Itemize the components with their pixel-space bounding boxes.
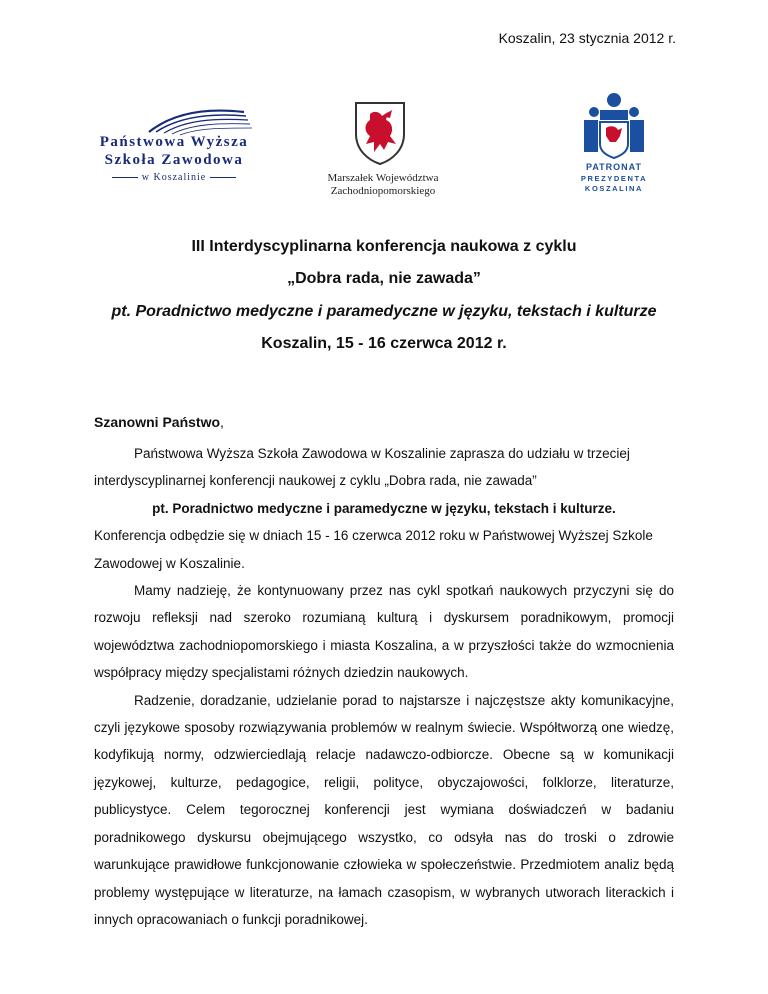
conference-title-line1: III Interdyscyplinarna konferencja naukowa z cyklu — [191, 238, 577, 255]
conference-series-name: „Dobra rada, nie zawada” — [287, 270, 481, 287]
paragraph-invitation-title: pt. Poradnictwo medyczne i paramedyczne w języku, tekstach i kulturze. — [152, 500, 616, 516]
marszalek-logo-line2: Zachodniopomorskiego — [330, 185, 436, 197]
conference-date-location: Koszalin, 15 - 16 czerwca 2012 r. — [261, 335, 507, 352]
paragraph-invitation: Państwowa Wyższa Szkoła Zawodowa w Koszalinie zaprasza do udziału w trzeciej interdyscyplinarnej konferencji naukowej z cyklu „Dobra rada, nie zawada” — [94, 446, 630, 489]
pwsz-logo-line1: Państwowa Wyższa — [99, 134, 249, 150]
pwsz-logo-line3 — [94, 172, 254, 183]
pwsz-logo-line3-text: w Koszalinie — [141, 172, 207, 183]
paragraph-advice: Radzenie, doradzanie, udzielanie porad to najstarsze i najczęstsze akty komunikacyjne, czyli językowe sposoby rozwiązywania problemów w realnym świecie. Współtworzą one wiedzę, kodyfikują normy, odzwierciedlają relacje nadawczo-odbiorcze. Obecne są w komunikacji językowej, kulturze, pedagogice, religii, polityce, obyczajowości, folklorze, literaturze, publicystyce. Celem tegorocznej konferencji jest wymiana doświadczeń w badaniu poradnikowego dyskursu obejmującego wszystko, co odsyła nas do troski o zdrowie warunkujące prawidłowe funkcjonowanie człowieka w społeczeństwie. Przedmiotem analiz będą problemy występujące w literaturze, na łamach czasopism, w wybranych utworach literackich i innych opracowaniach o funkcji poradnikowej. — [94, 692, 674, 927]
patronat-logo-line3: KOSZALINA — [584, 184, 644, 193]
document-date: Koszalin, 23 stycznia 2012 r. — [498, 30, 676, 46]
greeting-punct: , — [220, 414, 224, 430]
patronat-figures-icon — [578, 92, 650, 160]
letter-body — [94, 440, 674, 933]
patronat-logo — [578, 92, 650, 196]
paragraph-hope: Mamy nadzieję, że kontynuowany przez nas cykl spotkań naukowych przyczyni się do rozwoju refleksji nad szeroko rozumianą kulturą i dyskursem poradnikowym, promocji województwa zachodniopomorskiego i miasta Koszalina, a w przyszłości także do wzmocnienia współpracy między specjalistami różnych dziedzin naukowych. — [94, 583, 674, 681]
griffin-crest-icon — [352, 100, 408, 166]
pwsz-logo-line2: Szkoła Zawodowa — [104, 152, 244, 168]
patronat-logo-line2: PREZYDENTA — [580, 174, 648, 183]
marszalek-logo — [318, 100, 448, 200]
paragraph-dates: Konferencja odbędzie się w dniach 15 - 16 czerwca 2012 roku w Państwowej Wyższej Szkole Zawodowej w Koszalinie. — [94, 528, 653, 571]
pwsz-waves-icon — [94, 106, 254, 136]
greeting-text: Szanowni Państwo — [94, 414, 221, 430]
conference-topic: pt. Poradnictwo medyczne i paramedyczne w języku, tekstach i kulturze — [111, 303, 657, 320]
pwsz-logo — [94, 106, 254, 186]
marszalek-logo-line1: Marszałek Województwa — [327, 172, 439, 184]
letter-greeting — [94, 414, 224, 430]
patronat-logo-line1: PATRONAT — [586, 162, 642, 172]
